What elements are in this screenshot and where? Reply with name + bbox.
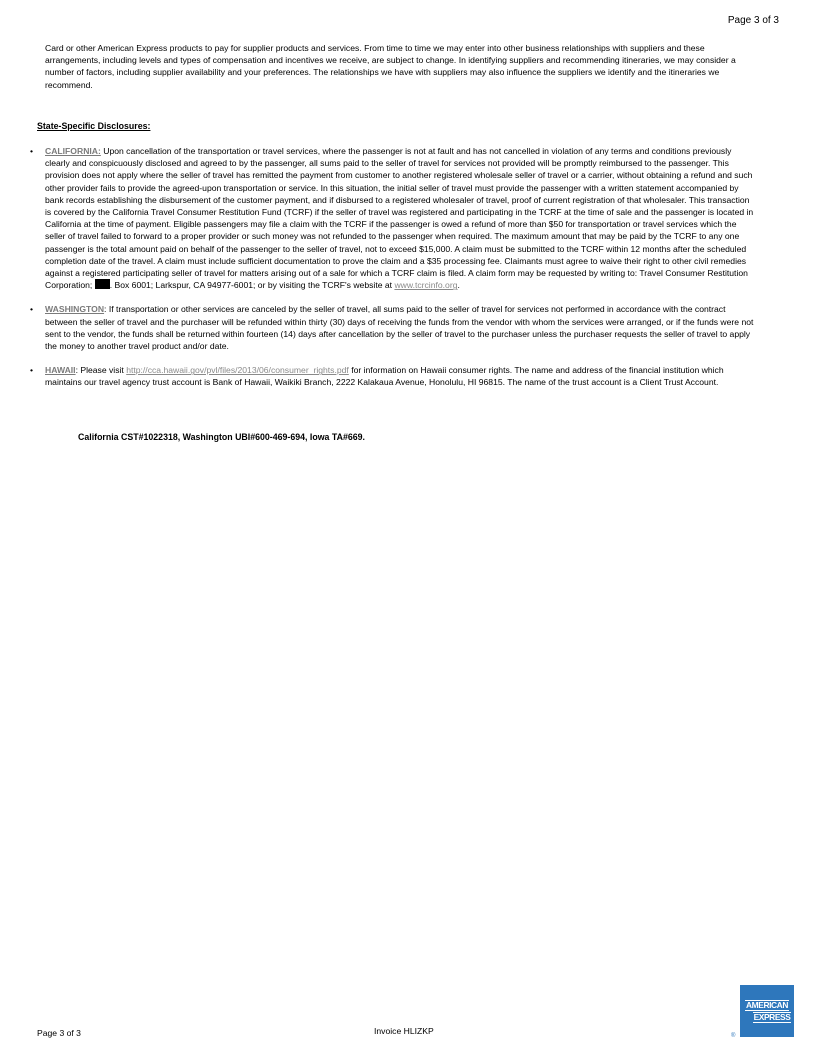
hawaii-link[interactable]: HAWAII — [45, 365, 76, 376]
intro-paragraph: Card or other American Express products to pay for supplier products and services. From time to time we may enter into other business relationships with suppliers and these arrangements, including levels and types of compensation and incentives we receive, are subject to change. In identifying suppliers and recommending itineraries, we may consider a number of factors, including supplier availability and your preferences. The relationships we have with suppliers may also influence the suppliers we identify and the itineraries we recommend. — [45, 43, 736, 90]
page-indicator-top: Page 3 of 3 — [727, 15, 779, 26]
license-numbers: California CST#1022318, Washington UBI#600-469-694, Iowa TA#669. — [78, 432, 365, 442]
bullet-mark: • — [30, 365, 34, 376]
hawaii-text: for information on Hawaii consumer rights. The name and address of the financial institution which maintains our travel agency trust account is Bank of Hawaii, Waikiki Branch, 2222 Kalakaua Avenue, Honolulu, HI 96815. The name of the trust account is a Client Trust Account. — [45, 365, 724, 388]
washington-link[interactable]: WASHINGTON — [45, 304, 105, 315]
list-item-california — [30, 145, 757, 291]
page-indicator-footer: Page 3 of 3 — [37, 1028, 81, 1038]
list-item-hawaii — [30, 364, 757, 388]
american-express-logo — [740, 985, 794, 1037]
logo-word-express: EXPRESS — [753, 1011, 791, 1022]
tcrf-website-link[interactable]: www.tcrcinfo.org — [394, 280, 458, 291]
washington-text: : If transportation or other services are canceled by the seller of travel, all sums paid to the seller of travel for services not performed in accordance with the contract between the seller of travel and the purchaser will be refunded within thirty (30) days of receiving the funds from the vendor with whom the services were arranged, or if the funds were not sent to the vendor, the funds shall be returned within fourteen (14) days after cancellation by the seller of travel to the purchaser unless the purchaser requests the seller of travel to apply the money to another travel product and/or date. — [45, 304, 754, 352]
redacted-block — [95, 279, 110, 289]
logo-word-american: AMERICAN — [746, 999, 788, 1010]
bullet-mark: • — [30, 304, 34, 315]
list-item-washington — [30, 303, 757, 352]
invoice-number: Invoice HLIZKP — [374, 1026, 434, 1036]
section-heading: State-Specific Disclosures: — [37, 121, 151, 131]
bullet-mark: • — [30, 146, 34, 156]
california-link[interactable]: CALIFORNIA: — [45, 146, 101, 156]
hawaii-consumer-rights-link[interactable]: http://cca.hawaii.gov/pvl/files/2013/06/consumer_rights.pdf — [126, 365, 349, 376]
disclosure-list — [30, 145, 757, 401]
registered-mark: ® — [731, 1033, 736, 1039]
hawaii-intro-text: : Please visit — [75, 365, 127, 376]
california-text: Upon cancellation of the transportation or travel services, where the passenger is not at fault and has not cancelled in violation of any terms and conditions previously clearly and conspicuously disclosed and agreed to by the passenger, all sums paid to the seller of travel for services not provided will be promptly reimbursed to the passenger. This provision does not apply where the seller of travel has remitted the payment from customer to another registered wholesale seller of travel or a carrier, without obtaining a refund and such other provider fails to provide the agreed-upon transportation or service. In this situation, the initial seller of travel must provide the passenger with a written statement accompanied by bank records establishing the disbursement of the customer payment, and if disbursed to a registered wholesaler of travel, proof of current registration of that wholesaler. This transaction is covered by the California Travel Consumer Restitution Fund (TCRF) if the seller of travel was registered and participating in the TCRF at the time of sale and the passenger is located in California at the time of payment. Eligible passengers may file a claim with the TCRF if the passenger is owed a refund of more than $50 for transportation or travel services which the seller of travel failed to forward to a proper provider or such money was not refunded to the passenger when required. The maximum amount that may be paid by the TCRF to any one passenger is the total amount paid on behalf of the passenger to the seller of travel, not to exceed $15,000. A claim must be submitted to the TCRF within 12 months after the scheduled completion date of the travel. A claim must include sufficient documentation to prove the claim and a $35 processing fee. Claimants must agree to waive their right to other civil remedies against a registered participating seller of travel for matters arising out of a sale for which a TCRF claim is filed. A claim form may be requested by writing to: Travel Consumer Restitution Corporation; — [45, 146, 754, 291]
california-end: . — [457, 280, 460, 291]
california-address: . Box 6001; Larkspur, CA 94977-6001; or by visiting the TCRF's website at — [109, 280, 395, 291]
